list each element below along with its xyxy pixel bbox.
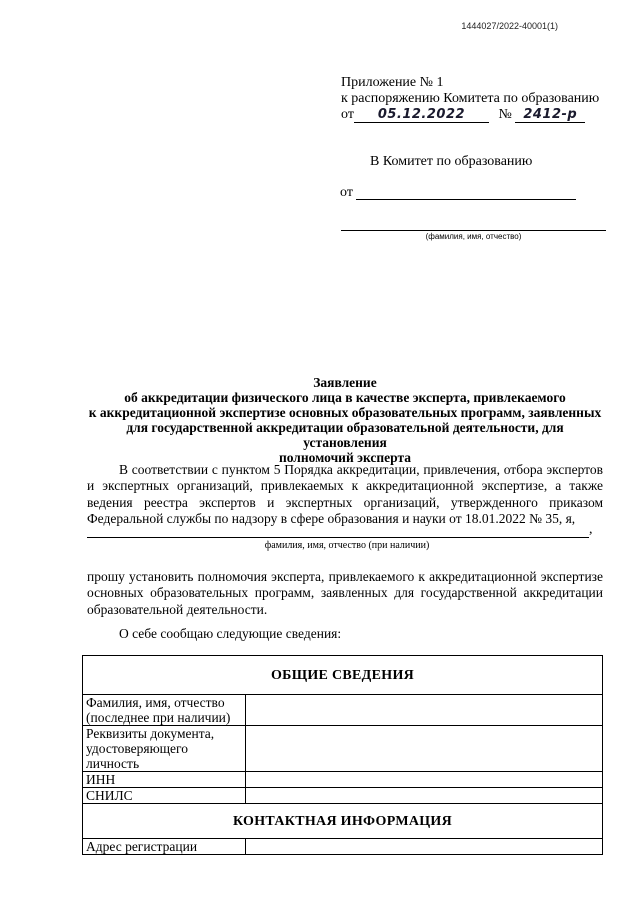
appendix-block	[341, 75, 599, 123]
fio-caption: (фамилия, имя, отчество)	[425, 232, 522, 241]
title-line: полномочий эксперта	[278, 450, 412, 465]
handwritten-number: 2412-р	[515, 107, 585, 123]
appendix-title: Приложение № 1	[341, 75, 444, 90]
title-line: к аккредитационной экспертизе основных образовательных программ, заявленных	[88, 405, 602, 420]
document-number: 1444027/2022-40001(1)	[461, 21, 558, 31]
appendix-date-line	[341, 107, 599, 123]
full-name-field[interactable]	[87, 525, 589, 538]
row-label-inn: ИНН	[83, 772, 246, 788]
row-value-address[interactable]	[246, 839, 603, 855]
paragraph-info	[87, 626, 603, 642]
comma: ,	[589, 522, 593, 537]
statement-title	[85, 375, 605, 465]
row-value-snils[interactable]	[246, 788, 603, 804]
from-label: от	[340, 185, 353, 200]
number-label: №	[498, 107, 512, 122]
paragraph-basis	[87, 462, 603, 527]
request-text: прошу установить полномочия эксперта, привлекаемого к аккредитационной экспертизе основных образовательных программ, заявленных для государственной аккредитации образовательной деятельности.	[87, 569, 603, 617]
info-table	[82, 655, 603, 855]
section-contacts: КОНТАКТНАЯ ИНФОРМАЦИЯ	[83, 804, 603, 839]
title-line: об аккредитации физического лица в качестве эксперта, привлекаемого	[124, 390, 566, 405]
row-label-address: Адрес регистрации	[83, 839, 246, 855]
row-value-fio[interactable]	[246, 695, 603, 726]
row-label-snils: СНИЛС	[83, 788, 246, 804]
row-label-id-document: Реквизиты документа, удостоверяющего личность	[83, 726, 246, 772]
paragraph-request	[87, 569, 603, 618]
full-name-caption: фамилия, имя, отчество (при наличии)	[264, 540, 430, 551]
ot-label: от	[341, 107, 354, 122]
from-name-field[interactable]	[356, 185, 576, 200]
info-intro-text: О себе сообщаю следующие сведения:	[119, 626, 342, 641]
basis-text: В соответствии с пунктом 5 Порядка аккредитации, привлечения, отбора экспертов и экспертных организаций, привлекаемых к аккредитационной экспертизе, а также ведения реестра экспертов и экспертных организаций, утвержденного приказом Федеральной службы по надзору в сфере образования и науки от 18.01.2022 № 35, я,	[87, 462, 603, 526]
row-value-inn[interactable]	[246, 772, 603, 788]
title-line: Заявление	[313, 375, 377, 390]
handwritten-date: 05.12.2022	[354, 107, 489, 123]
addressee: В Комитет по образованию	[370, 154, 533, 169]
title-line: для государственной аккредитации образовательной деятельности, для установления	[126, 420, 564, 450]
section-general: ОБЩИЕ СВЕДЕНИЯ	[83, 656, 603, 695]
from-line	[340, 185, 353, 201]
fio-field-line[interactable]	[341, 217, 606, 231]
appendix-order: к распоряжению Комитета по образованию	[341, 91, 600, 106]
row-value-id-document[interactable]	[246, 726, 603, 772]
row-label-fio: Фамилия, имя, отчество (последнее при наличии)	[83, 695, 246, 726]
